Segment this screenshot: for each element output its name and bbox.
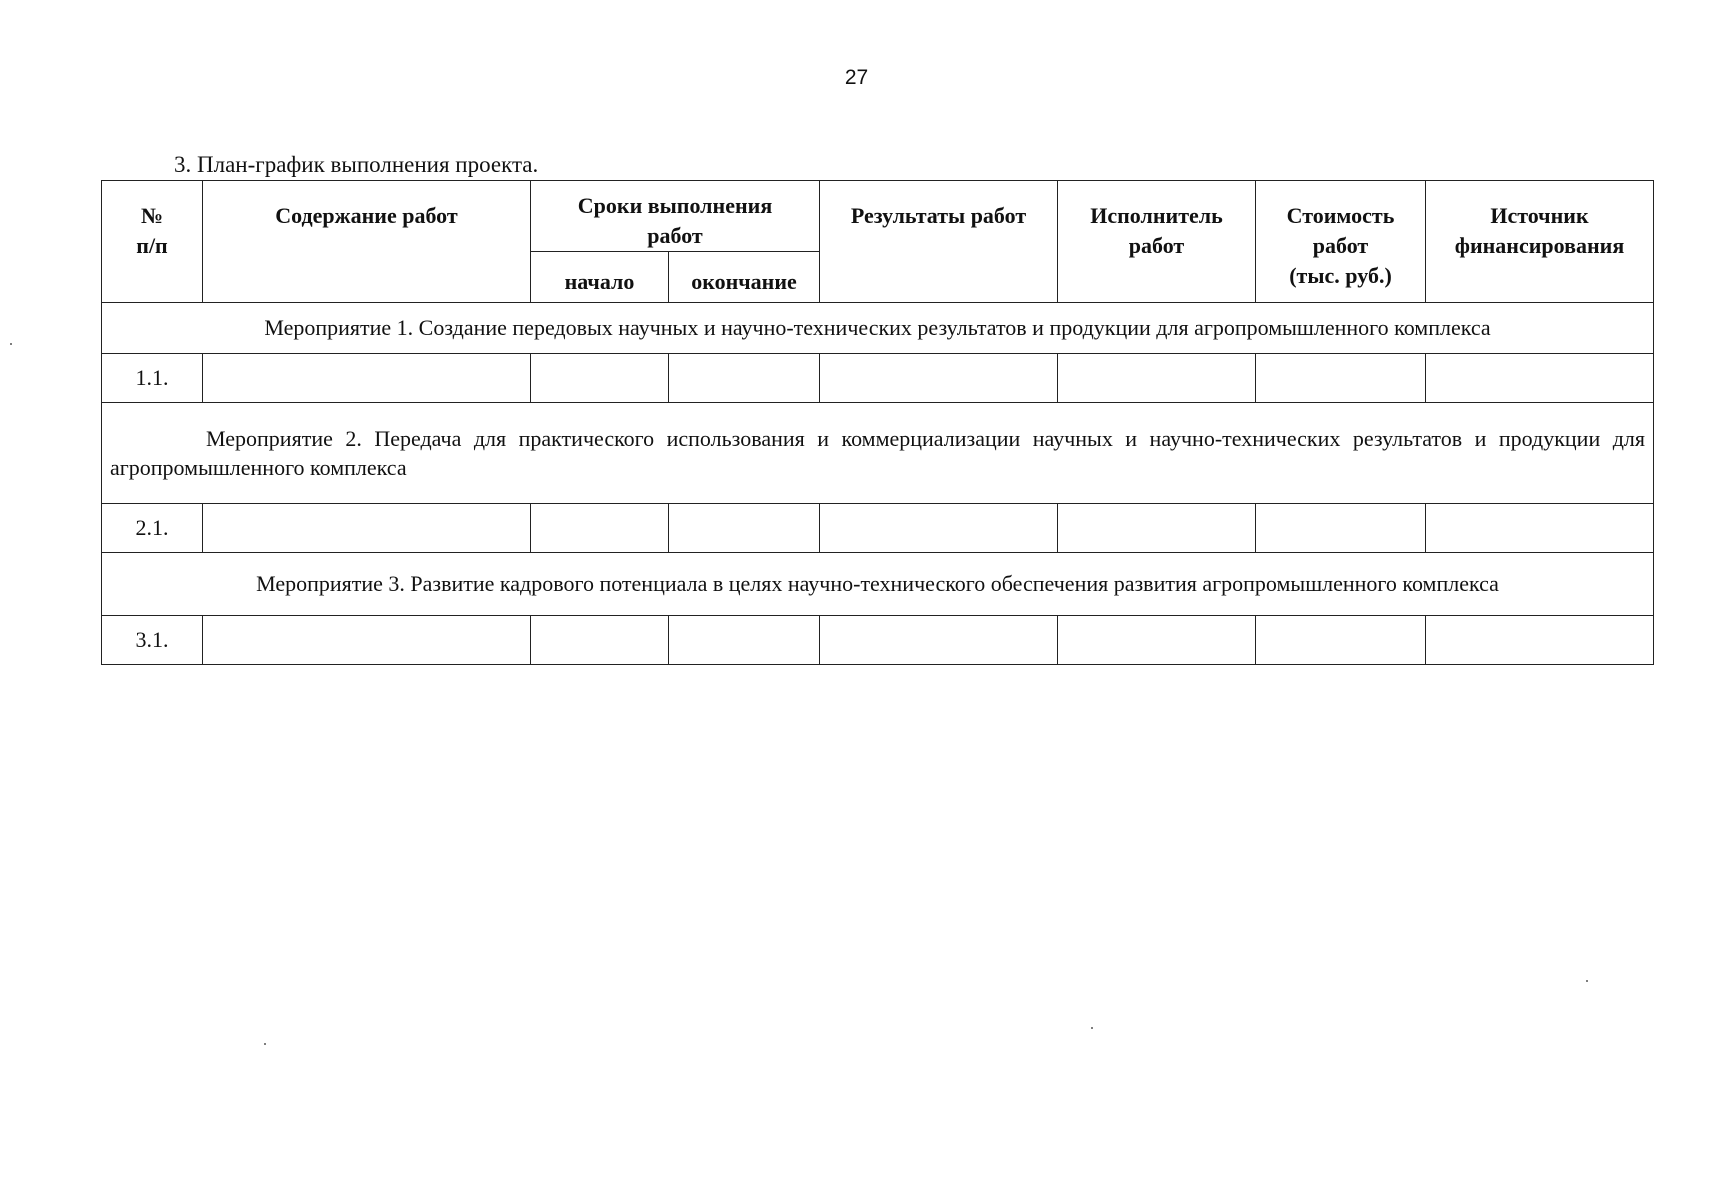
header-num: № п/п [102, 181, 203, 303]
scan-speck [1586, 980, 1588, 982]
row-number: 3.1. [102, 616, 203, 665]
header-timing: Сроки выполнения работ [531, 181, 820, 252]
cell-executor [1058, 354, 1256, 403]
cell-start [531, 354, 669, 403]
cell-content [203, 616, 531, 665]
cell-cost [1256, 504, 1426, 553]
cell-results [820, 354, 1058, 403]
event-title: Мероприятие 1. Создание передовых научных и научно-технических результатов и продукции для агропромышленного комплекса [102, 303, 1654, 354]
table-row [102, 504, 1654, 553]
table-header-row [102, 181, 1654, 252]
cell-end [669, 504, 820, 553]
header-results: Результаты работ [820, 181, 1058, 303]
page-number: 27 [844, 66, 869, 89]
event-title: Мероприятие 3. Развитие кадрового потенциала в целях научно-технического обеспечения развития агропромышленного комплекса [102, 553, 1654, 616]
scan-speck [264, 1043, 266, 1045]
cell-results [820, 504, 1058, 553]
cell-executor [1058, 504, 1256, 553]
header-content: Содержание работ [203, 181, 531, 303]
header-executor: Исполнитель работ [1058, 181, 1256, 303]
scan-speck [10, 343, 12, 345]
header-start: начало [531, 252, 669, 303]
header-cost: Стоимость работ (тыс. руб.) [1256, 181, 1426, 303]
header-source: Источник финансирования [1426, 181, 1654, 303]
cell-source [1426, 354, 1654, 403]
section-title: 3. План-график выполнения проекта. [174, 152, 539, 177]
project-schedule-table [101, 180, 1654, 665]
cell-start [531, 616, 669, 665]
row-number: 2.1. [102, 504, 203, 553]
scan-speck [1091, 1027, 1093, 1029]
cell-content [203, 504, 531, 553]
cell-cost [1256, 354, 1426, 403]
cell-cost [1256, 616, 1426, 665]
table-row [102, 616, 1654, 665]
event-row [102, 553, 1654, 616]
cell-source [1426, 616, 1654, 665]
header-end: окончание [669, 252, 820, 303]
cell-end [669, 616, 820, 665]
cell-results [820, 616, 1058, 665]
cell-content [203, 354, 531, 403]
event-row [102, 403, 1654, 504]
cell-executor [1058, 616, 1256, 665]
cell-start [531, 504, 669, 553]
cell-source [1426, 504, 1654, 553]
table-row [102, 354, 1654, 403]
cell-end [669, 354, 820, 403]
row-number: 1.1. [102, 354, 203, 403]
event-title: Мероприятие 2. Передача для практического использования и коммерциализации научных и научно-технических результатов и продукции для агропромышленного комплекса [102, 403, 1654, 504]
event-row [102, 303, 1654, 354]
